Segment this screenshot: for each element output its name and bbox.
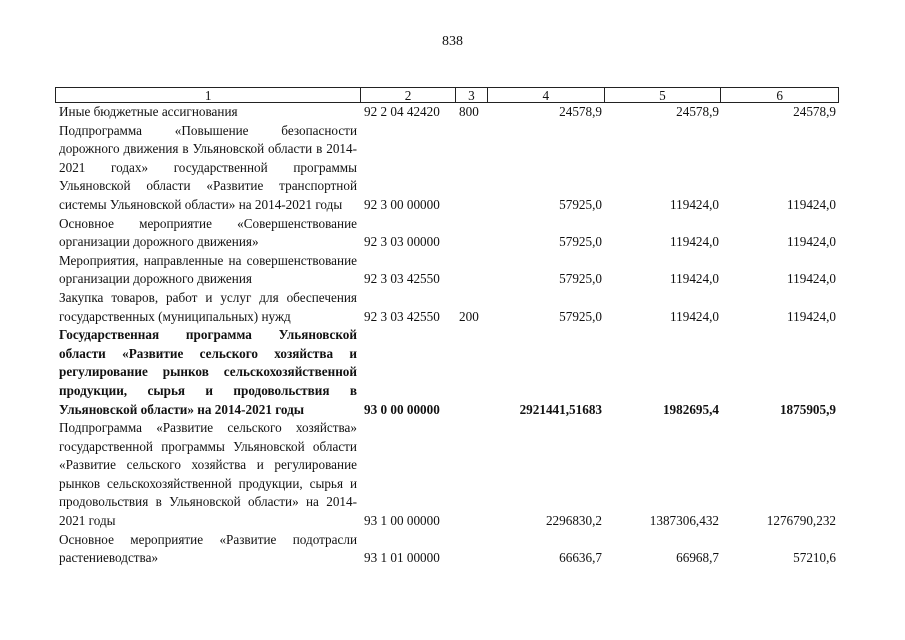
budget-table (55, 87, 839, 568)
row-value-col-5: 1982695,4 (662, 401, 719, 417)
row-value-col-6: 24578,9 (793, 104, 836, 119)
table-row (55, 103, 839, 122)
row-value-col-6: 119424,0 (787, 308, 836, 324)
row-value-col-5: 119424,0 (670, 271, 719, 287)
row-value-col-5: 1387306,432 (649, 513, 719, 529)
row-code: 92 3 03 42550 (364, 308, 440, 324)
row-value-col-4: 66636,7 (559, 550, 602, 566)
table-row (55, 215, 839, 252)
header-col-6: 6 (776, 88, 783, 103)
row-value-col-5: 119424,0 (670, 196, 719, 212)
row-value-col-5: 119424,0 (670, 234, 719, 250)
table-row (55, 122, 839, 215)
table-row (55, 326, 839, 419)
row-name: Государственная программа Ульяновской области «Развитие сельского хозяйства и регулирование рынков сельскохозяйственной продукции, сырья и продовольствия в Ульяновской области» на 2014-2021 годы (59, 327, 357, 417)
row-name: Мероприятия, направленные на совершенствование организации дорожного движения (59, 252, 357, 287)
row-expense-type: 800 (459, 104, 479, 119)
header-col-2: 2 (361, 88, 456, 102)
row-name: Закупка товаров, работ и услуг для обеспечения государственных (муниципальных) нужд (59, 289, 357, 324)
row-code: 92 3 03 42550 (364, 271, 440, 287)
row-code: 92 3 03 00000 (364, 234, 440, 250)
row-code: 93 0 00 00000 (364, 401, 440, 417)
row-value-col-4: 57925,0 (559, 308, 602, 324)
row-name: Подпрограмма «Повышение безопасности дорожного движения в Ульяновской области в 2014-2021 годах» государственной программы Ульяновской области «Развитие транспортной системы Ульяновской области» на 2014-2021 годы (59, 122, 357, 212)
row-name: Подпрограмма «Развитие сельского хозяйства» государственной программы Ульяновской области «Развитие сельского хозяйства и регулирование рынков сельскохозяйственной продукции, сырья и продовольствия в Ульяновской области» на 2014-2021 годы (59, 420, 357, 529)
page-number: 838 (442, 34, 463, 49)
row-name: Иные бюджетные ассигнования (59, 104, 238, 119)
table-row (55, 252, 839, 289)
header-col-3: 3 (456, 88, 488, 102)
row-name: Основное мероприятие «Совершенствование организации дорожного движения» (59, 215, 357, 250)
row-value-col-6: 1875905,9 (779, 401, 836, 417)
row-value-col-4: 2296830,2 (545, 513, 602, 529)
row-value-col-6: 119424,0 (787, 234, 836, 250)
row-name: Основное мероприятие «Развитие подотрасли растениеводства» (59, 531, 357, 566)
row-value-col-6: 119424,0 (787, 196, 836, 212)
table-row (55, 419, 839, 531)
row-value-col-4: 57925,0 (559, 196, 602, 212)
row-value-col-4: 24578,9 (559, 104, 602, 119)
header-col-1: 1 (56, 88, 361, 102)
header-col-5: 5 (605, 88, 722, 102)
row-expense-type: 200 (459, 308, 479, 324)
row-code: 92 2 04 42420 (364, 104, 440, 119)
row-code: 92 3 00 00000 (364, 196, 440, 212)
row-code: 93 1 01 00000 (364, 550, 440, 566)
row-value-col-5: 24578,9 (676, 104, 719, 119)
table-row (55, 289, 839, 326)
row-value-col-5: 119424,0 (670, 308, 719, 324)
table-header (55, 87, 839, 103)
row-value-col-4: 57925,0 (559, 271, 602, 287)
header-col-4: 4 (488, 88, 605, 102)
row-code: 93 1 00 00000 (364, 513, 440, 529)
table-body (55, 103, 839, 568)
row-value-col-6: 119424,0 (787, 271, 836, 287)
row-value-col-6: 57210,6 (793, 550, 836, 566)
row-value-col-4: 2921441,51683 (519, 401, 602, 417)
row-value-col-5: 66968,7 (676, 550, 719, 566)
row-value-col-6: 1276790,232 (766, 513, 836, 529)
row-value-col-4: 57925,0 (559, 234, 602, 250)
table-row (55, 531, 839, 568)
